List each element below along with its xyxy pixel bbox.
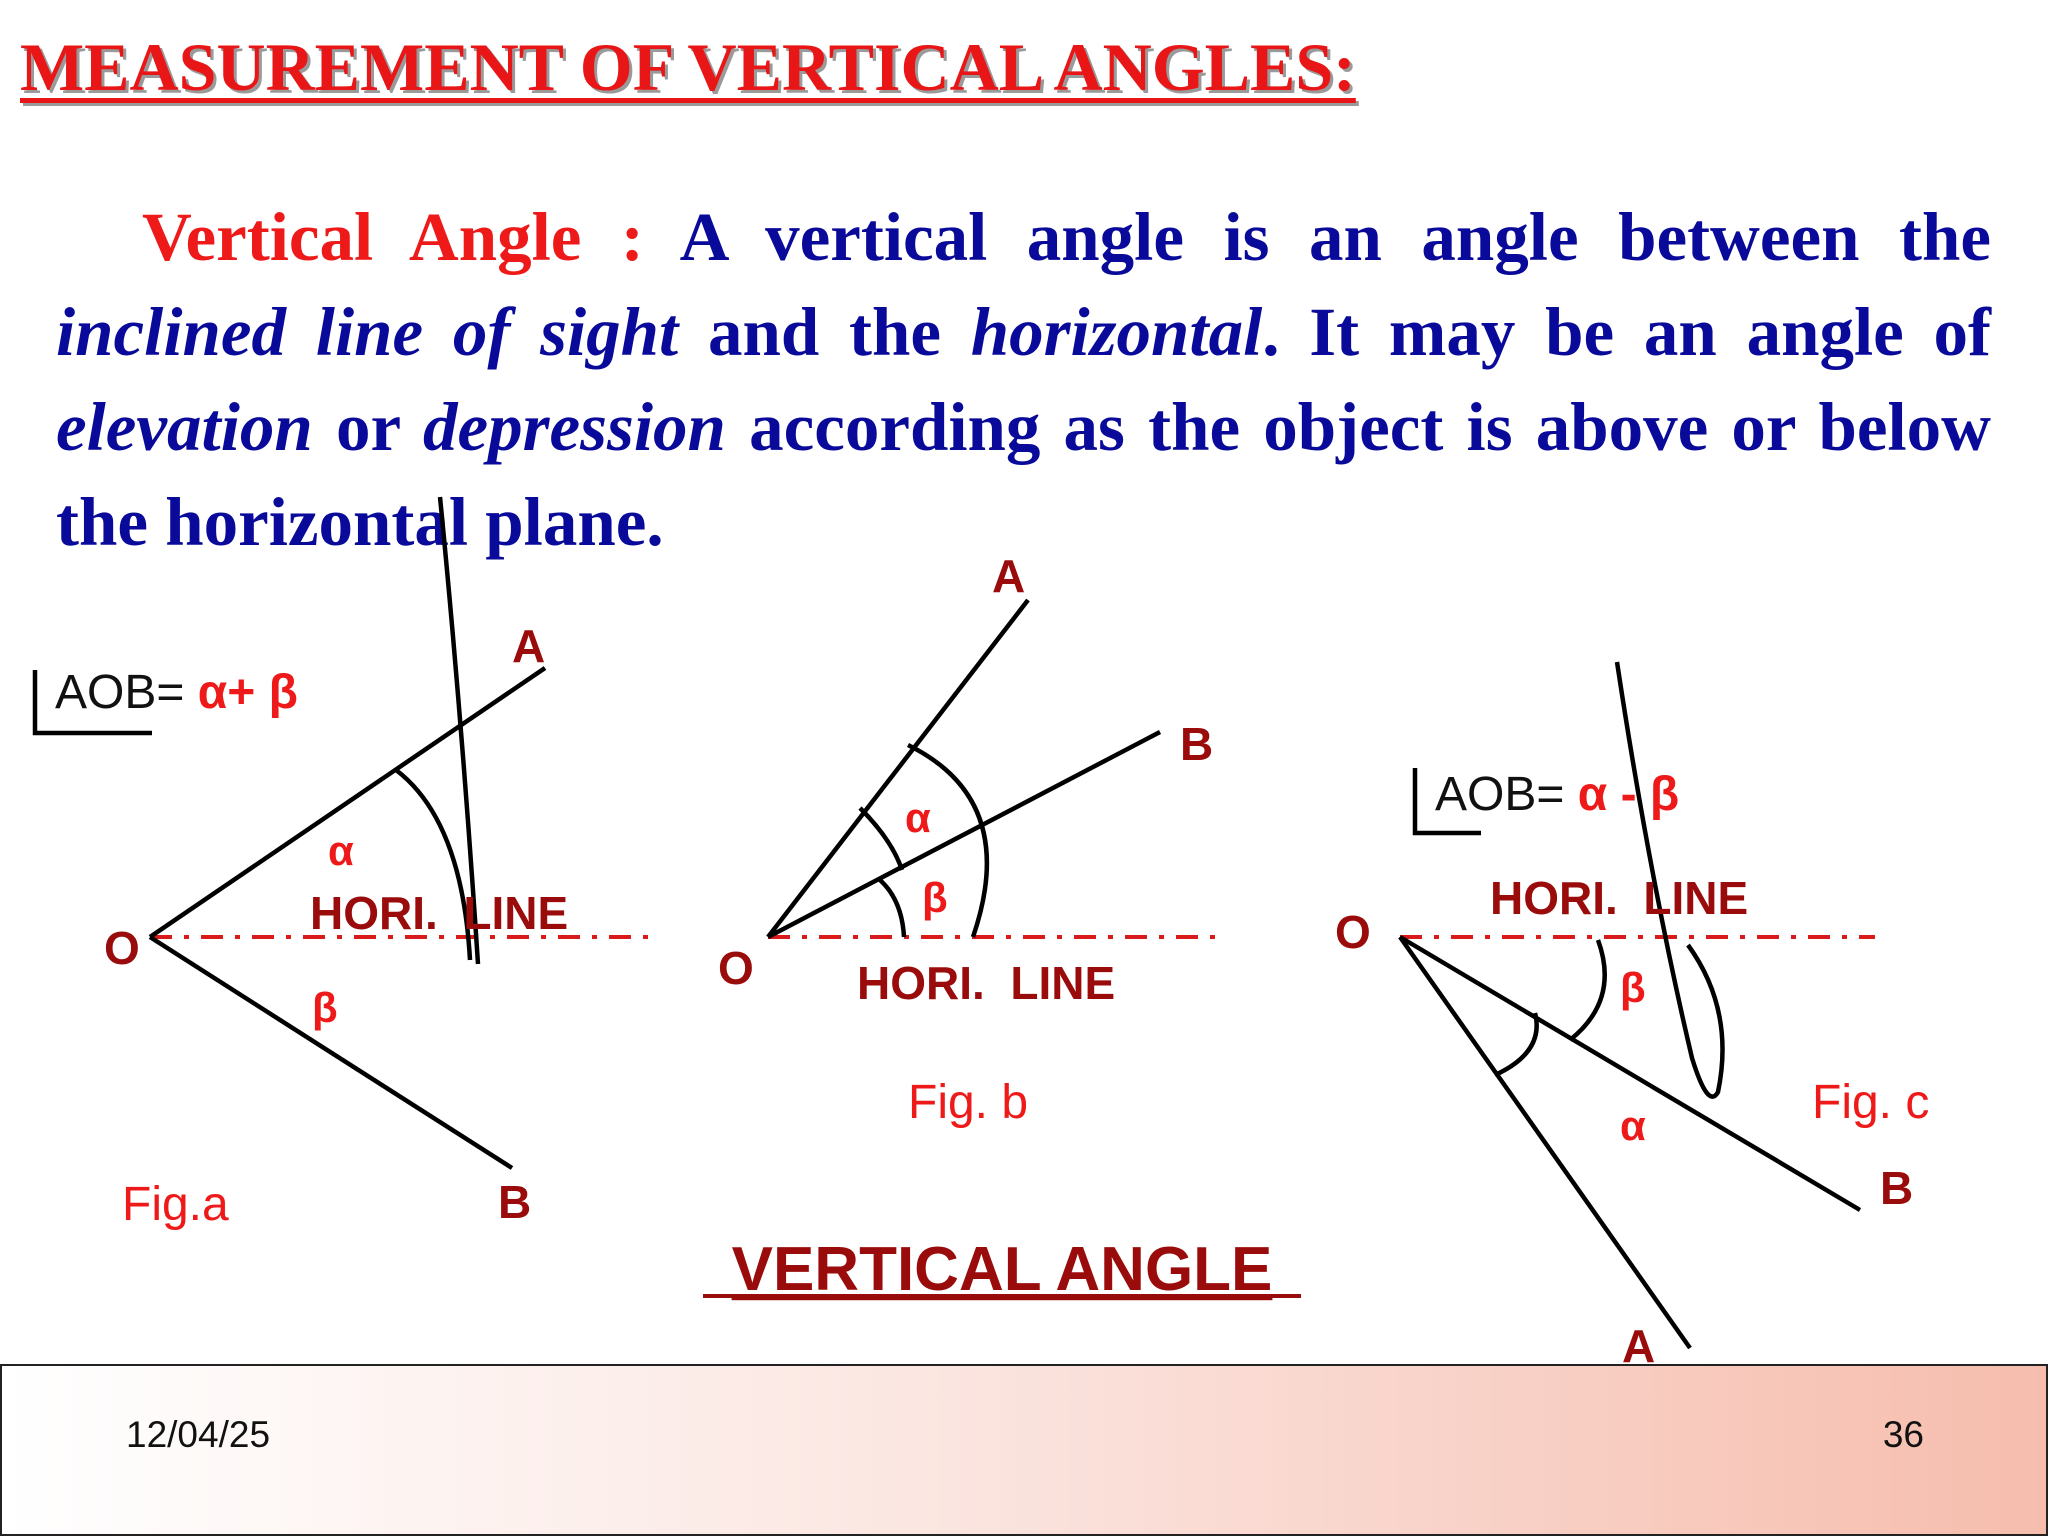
fig-c-point-o-label: O: [1335, 906, 1371, 958]
fig-a-ray-ob: [150, 937, 512, 1168]
footer-date: 12/04/25: [126, 1414, 271, 1455]
fig-a-formula: AOB= α+ β: [55, 666, 298, 719]
fig-b-alpha-label: α: [905, 794, 931, 841]
fig-a-point-b-label: B: [498, 1176, 532, 1228]
fig-a: [35, 497, 650, 1231]
fig-c-alpha-arc: [1495, 1013, 1537, 1075]
definition-text-1: A vertical angle is an angle between the: [679, 199, 1991, 275]
slide-footer: [0, 1364, 2048, 1536]
fig-a-hori-line-label: HORI. LINE: [310, 887, 569, 939]
fig-c-beta-arc: [1570, 940, 1605, 1040]
fig-b-alpha-arc: [860, 808, 902, 870]
fig-b-point-b-label: B: [1180, 718, 1214, 770]
fig-a-point-a-label: A: [512, 620, 546, 672]
definition-text-2: and the: [678, 294, 971, 370]
fig-c: [1335, 662, 1929, 1364]
fig-c-point-b-label: B: [1880, 1162, 1914, 1214]
fig-b: [718, 550, 1218, 1129]
fig-c-ray-oa: [1400, 937, 1690, 1348]
fig-b-point-o-label: O: [718, 942, 754, 994]
fig-b-beta-label: β: [922, 874, 948, 921]
definition-italic-depression: depression: [423, 389, 726, 465]
fig-a-caption: Fig.a: [122, 1178, 229, 1231]
fig-c-point-a-label: A: [1622, 1320, 1656, 1364]
fig-c-caption: Fig. c: [1812, 1076, 1930, 1129]
fig-c-alpha-label: α: [1620, 1102, 1646, 1149]
fig-b-hori-line-label: HORI. LINE: [857, 957, 1116, 1009]
definition-text-5: according as the object is above or below the horizontal plane.: [56, 389, 1991, 560]
definition-text-3: . It may be an angle of: [1262, 294, 1991, 370]
definition-italic-elevation: elevation: [56, 389, 313, 465]
definition-italic-line-of-sight: inclined line of sight: [56, 294, 679, 370]
slide-title: MEASUREMENT OF VERTICAL ANGLES:: [20, 29, 1356, 105]
definition-italic-horizontal: horizontal: [970, 294, 1263, 370]
definition-text-4: or: [312, 389, 424, 465]
fig-b-ray-ob: [768, 732, 1160, 937]
fig-b-caption: Fig. b: [908, 1076, 1029, 1129]
footer-page-number: 36: [1882, 1414, 1924, 1455]
fig-b-ray-oa: [768, 600, 1028, 937]
fig-a-alpha-label: α: [328, 827, 354, 874]
fig-a-beta-label: β: [312, 984, 338, 1031]
definition-term: Vertical Angle :: [142, 199, 680, 275]
fig-c-hori-line-label: HORI. LINE: [1490, 872, 1749, 924]
fig-a-point-o-label: O: [104, 922, 140, 974]
diagram-title: VERTICAL ANGLE: [731, 1235, 1273, 1304]
fig-c-beta-label: β: [1620, 964, 1646, 1011]
fig-b-beta-arc: [880, 880, 904, 937]
fig-b-point-a-label: A: [992, 550, 1026, 602]
fig-c-formula: AOB= α - β: [1435, 768, 1680, 821]
